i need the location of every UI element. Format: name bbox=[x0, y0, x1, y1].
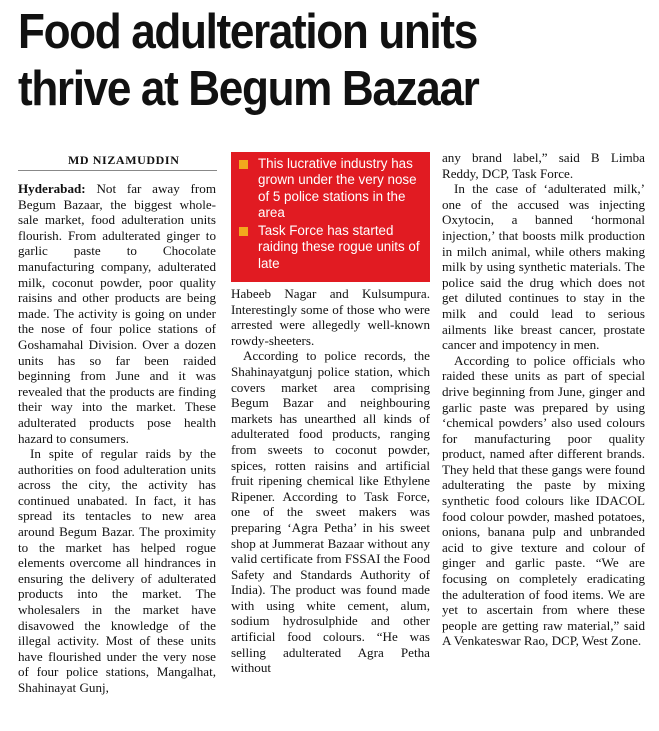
square-bullet-icon bbox=[239, 227, 248, 236]
callout-box bbox=[231, 152, 430, 282]
callout-item-text: Task Force has started raiding these rogue units of late bbox=[258, 223, 420, 271]
callout-item bbox=[237, 223, 424, 272]
byline-rule bbox=[18, 170, 217, 171]
article-paragraph: According to police officials who raided these units as part of special drive beginning from June, ginger and garlic paste was prepared by using ‘chemical powders’ also used colours for manufacturing poor quality product, named after different brands. They held that these gangs were found adulterating the paste by mixing synthetic food colours like IDACOL food colour powder, mashed potatoes, onions, banana pulp and unbranded acid to give texture and colour of ginger and garlic paste. “We are focusing on completely eradicating the adulteration of food items. We are yet to ascertain from where these people are getting raw material,” said A Venkateswar Rao, DCP, West Zone. bbox=[442, 352, 645, 649]
article-paragraph: According to police records, the Shahinayatgunj police station, which covers market area comprising Begum Bazar and neighbouring markets has unearthed all kinds of adulterated food products, ranging from sweets to coconut powder, spices, rotten raisins and artificial fruit ripening chemical like Ethylene Ripener. According to Task Force, one of the sweet makers was preparing ‘Agra Petha’ in his sweet shop at Jummerat Bazaar without any valid certificate from FSSAI the Food Safety and Standards Authority of India). The product was found made with using white cement, alum, sodium hydrosulphide and other artificial food colours. “He was selling adulterated Agra Petha without bbox=[231, 348, 430, 676]
article-column-3 bbox=[442, 150, 645, 649]
square-bullet-icon bbox=[239, 160, 248, 169]
article-column-1 bbox=[18, 181, 216, 696]
callout-item-text: This lucrative industry has grown under the very nose of 5 police stations in the area bbox=[258, 156, 417, 220]
article-paragraph: In spite of regular raids by the authorities on food adulteration units across the city, the activity has continued unabated. In fact, it has spread its tentacles to new area around Begum Bazar. The proximity to the market has helped rogue elements overcome all hindrances in ensuring the delivery of adulterated products into the market. The wholesalers in the market have disavowed the knowledge of the illegal activity. Most of these units have flourished under the very nose of four police stations, Mangalhat, Shahinayat Gunj, bbox=[18, 446, 216, 695]
article-paragraph: In the case of ‘adulterated milk,’ one of the accused was injecting Oxytocin, a banned ‘hormonal injection,’ that boosts milk production in milch animal, while others making milk by using synthetic materials. The police said the drug which does not get diluted continues to stay in the milk and could lead to serious ailments like breast cancer, prostate cancer and impotency in men. bbox=[442, 181, 645, 353]
byline: MD NIZAMUDDIN bbox=[68, 153, 180, 167]
headline: Food adulteration units thrive at Begum Bazaar bbox=[18, 5, 479, 116]
article-paragraph: Habeeb Nagar and Kulsumpura. Interestingly some of those who were arrested were allegedly well-known rowdy-sheeters. bbox=[231, 286, 430, 348]
dateline: Hyderabad: bbox=[18, 181, 86, 196]
callout-item bbox=[237, 156, 424, 221]
article-paragraph: any brand label,” said B Limba Reddy, DCP, Task Force. bbox=[442, 150, 645, 181]
article-paragraph bbox=[18, 181, 216, 446]
paragraph-text: Not far away from Begum Bazaar, the biggest whole-sale market, food adulteration units flourish. From adulterated ginger to garlic paste to Chocolate manufacturing company, adulterated milk, coconut powder, poor quality raisins and other products are being made. The activity is going on under the nose of four police stations of Goshamahal Division. Over a dozen units has so far been raided beginning from June and it was revealed that the products are finding their way into the market. These adulterated products pose health hazard to consumers. bbox=[18, 181, 216, 446]
article-column-2 bbox=[231, 286, 430, 676]
